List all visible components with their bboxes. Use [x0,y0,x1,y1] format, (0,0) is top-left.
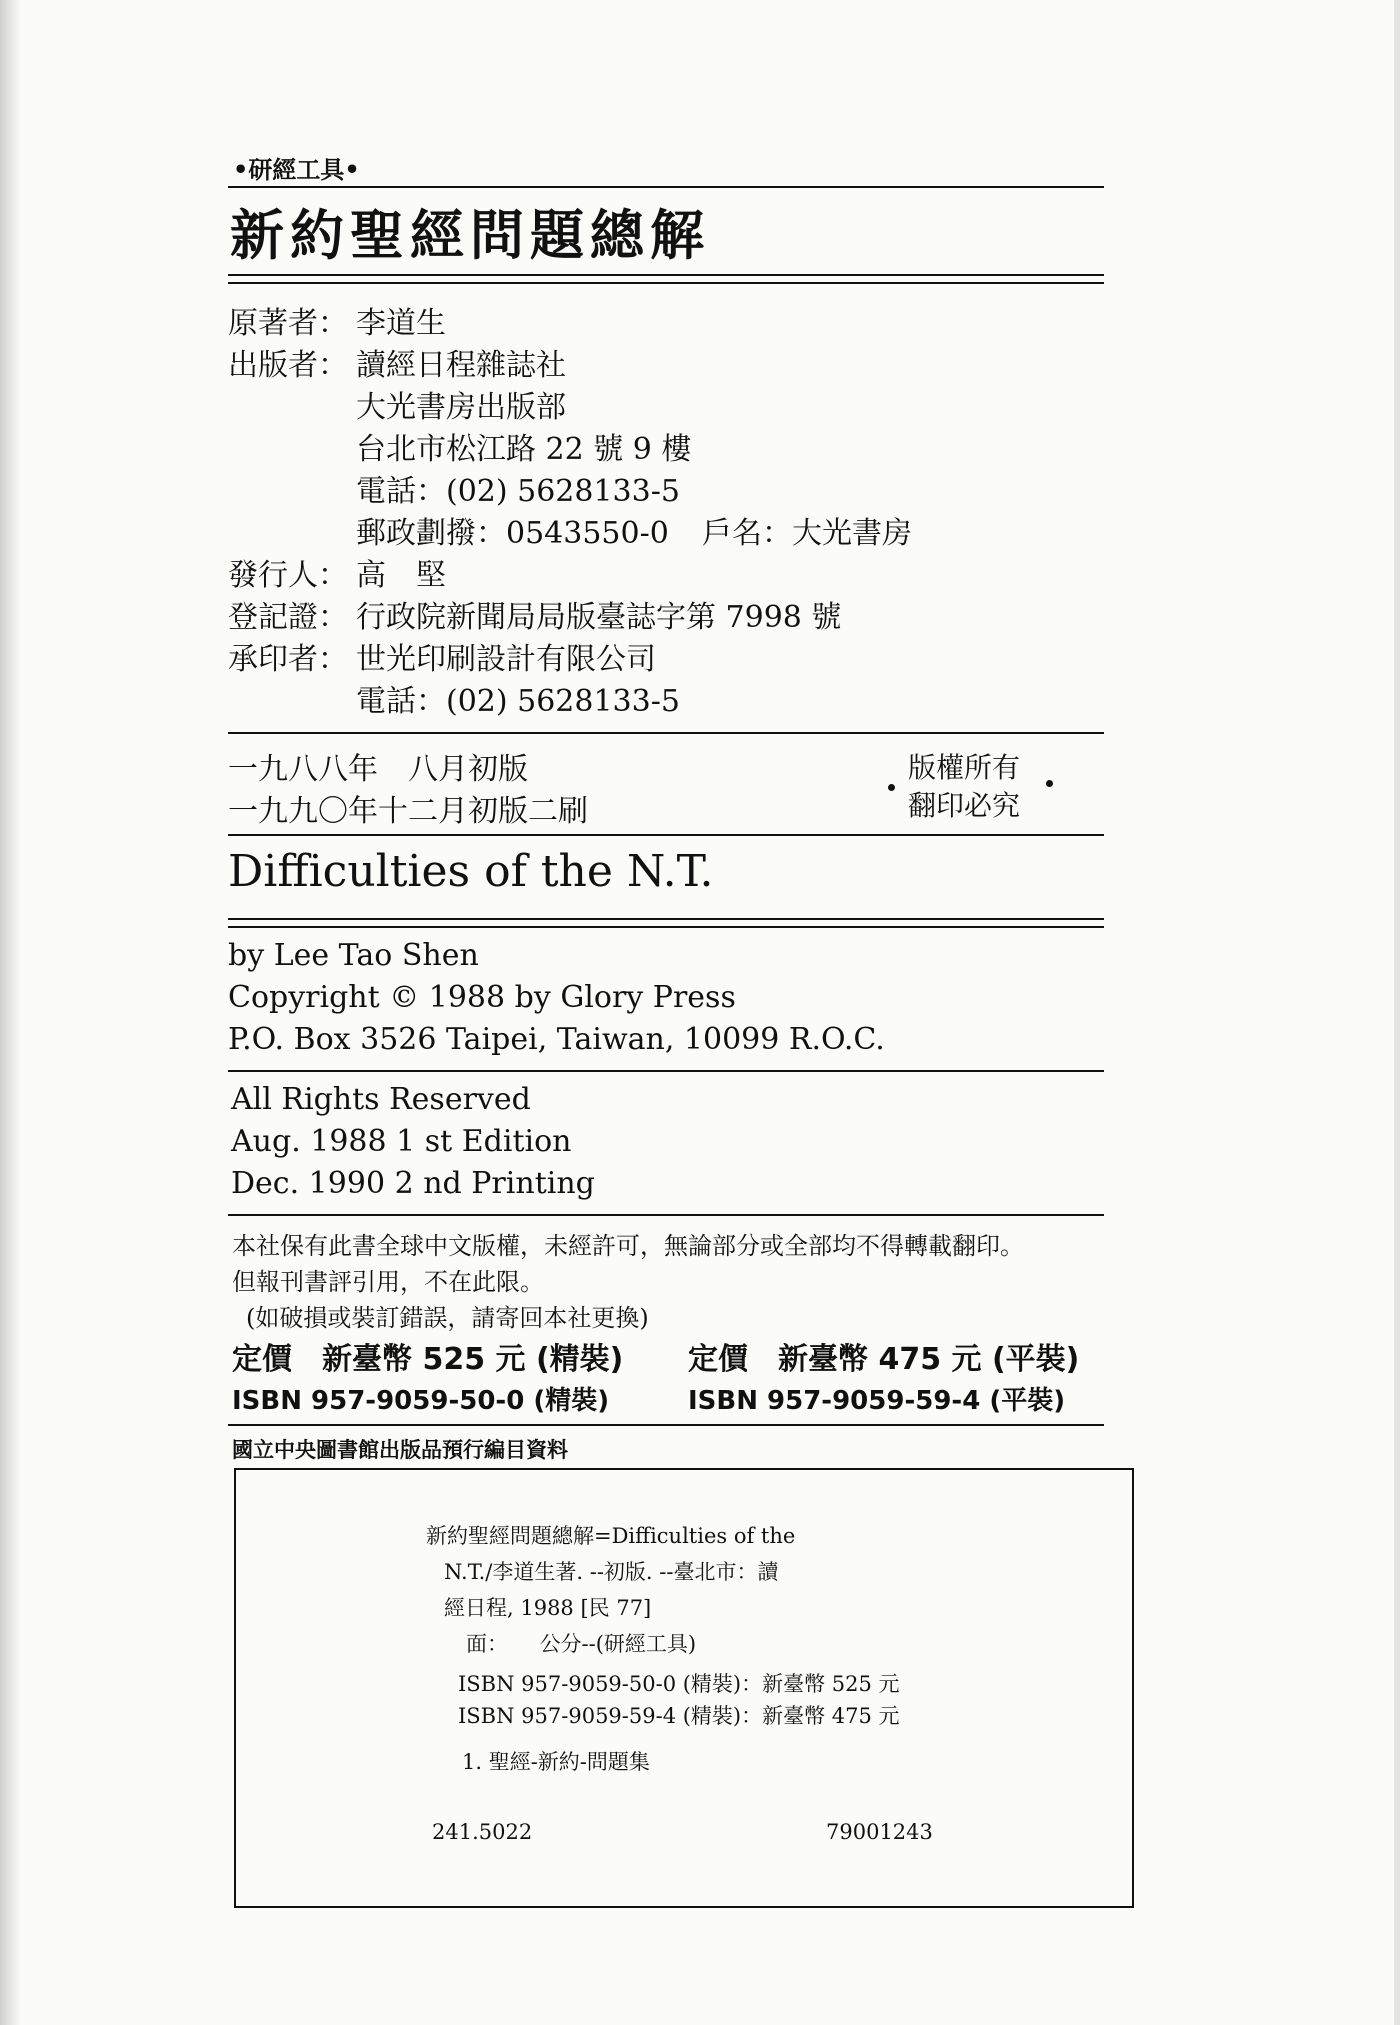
english-rights: All Rights Reserved [231,1082,531,1117]
publisher-phone: 電話：(02) 5628133-5 [356,474,680,509]
publisher-label: 出版者： [228,348,348,383]
issuer-name: 高 堅 [356,558,446,593]
issuer-label: 發行人： [228,558,348,593]
price-paperback: 定價 新臺幣 475 元 (平裝) [688,1342,1080,1377]
cip-line-5: ISBN 957-9059-50-0 (精裝)：新臺幣 525 元 [458,1672,900,1696]
cip-line-6: ISBN 957-9059-59-4 (精裝)：新臺幣 475 元 [458,1704,900,1728]
page-shadow-left [0,0,22,2025]
cip-line-2: N.T./李道生著. --初版. --臺北市：讀 [444,1560,779,1584]
series-label: •研經工具• [233,155,360,184]
account-name: 戶名：大光書房 [702,516,912,551]
cip-line-1: 新約聖經問題總解=Difficulties of the [426,1524,796,1548]
printer-name: 世光印刷設計有限公司 [356,642,656,677]
page-shadow-right [1394,0,1400,2025]
cip-record-number: 79001243 [826,1820,933,1844]
cip-line-3: 經日程, 1988 [民 77] [444,1596,652,1620]
rights-reserved-cn: 版權所有 [908,751,1021,784]
printer-label: 承印者： [228,642,348,677]
author-name: 李道生 [356,306,446,341]
english-copyright: Copyright © 1988 by Glory Press [228,980,736,1015]
isbn-hardcover: ISBN 957-9059-50-0 (精裝) [232,1386,610,1416]
rights-dot-right [1046,780,1053,787]
cip-record-box [234,1468,1134,1908]
rule-title-double-b [228,282,1104,284]
cip-subject: 1. 聖經-新約-問題集 [462,1750,650,1774]
publisher-line: 讀經日程雜誌社 [356,348,566,383]
rule-notice-top [228,1214,1104,1216]
rule-top [228,186,1104,188]
publisher-line: 大光書房出版部 [356,390,566,425]
book-title: 新約聖經問題總解 [230,203,710,267]
registration-number: 行政院新聞局局版臺誌字第 7998 號 [356,600,842,635]
rule-editions-bottom [228,834,1104,836]
reprint-prohibited-cn: 翻印必究 [908,789,1021,822]
price-hardcover: 定價 新臺幣 525 元 (精裝) [232,1342,624,1377]
english-title: Difficulties of the N.T. [228,846,714,897]
cip-heading: 國立中央圖書館出版品預行編目資料 [232,1437,568,1462]
english-byline: by Lee Tao Shen [228,938,479,973]
isbn-paperback: ISBN 957-9059-59-4 (平裝) [688,1386,1066,1416]
rule-en-double-a [228,918,1104,920]
rule-cip-top [228,1424,1104,1426]
author-label: 原著者： [228,306,348,341]
notice-line-3: (如破損或裝訂錯誤，請寄回本社更換) [246,1304,649,1332]
rights-dot-left [888,784,895,791]
postal-transfer: 郵政劃撥：0543550-0 [356,516,669,551]
cip-line-4: 面： 公分--(研經工具) [466,1632,697,1656]
english-edition-second: Dec. 1990 2 nd Printing [231,1166,595,1201]
edition-first: 一九八八年 八月初版 [228,752,528,787]
notice-line-1: 本社保有此書全球中文版權，未經許可，無論部分或全部均不得轉載翻印。 [232,1232,1024,1260]
notice-line-2: 但報刊書評引用，不在此限。 [232,1268,544,1296]
english-address: P.O. Box 3526 Taipei, Taiwan, 10099 R.O.C. [228,1022,885,1057]
registration-label: 登記證： [228,600,348,635]
publisher-address: 台北市松江路 22 號 9 樓 [356,432,692,467]
rule-editions-top [228,732,1104,734]
edition-second: 一九九〇年十二月初版二刷 [228,794,588,829]
rule-title-double-a [228,274,1104,276]
english-edition-first: Aug. 1988 1 st Edition [231,1124,572,1159]
printer-phone: 電話：(02) 5628133-5 [356,684,680,719]
cip-classification: 241.5022 [432,1820,533,1844]
rule-en-mid [228,1070,1104,1072]
rule-en-double-b [228,926,1104,928]
